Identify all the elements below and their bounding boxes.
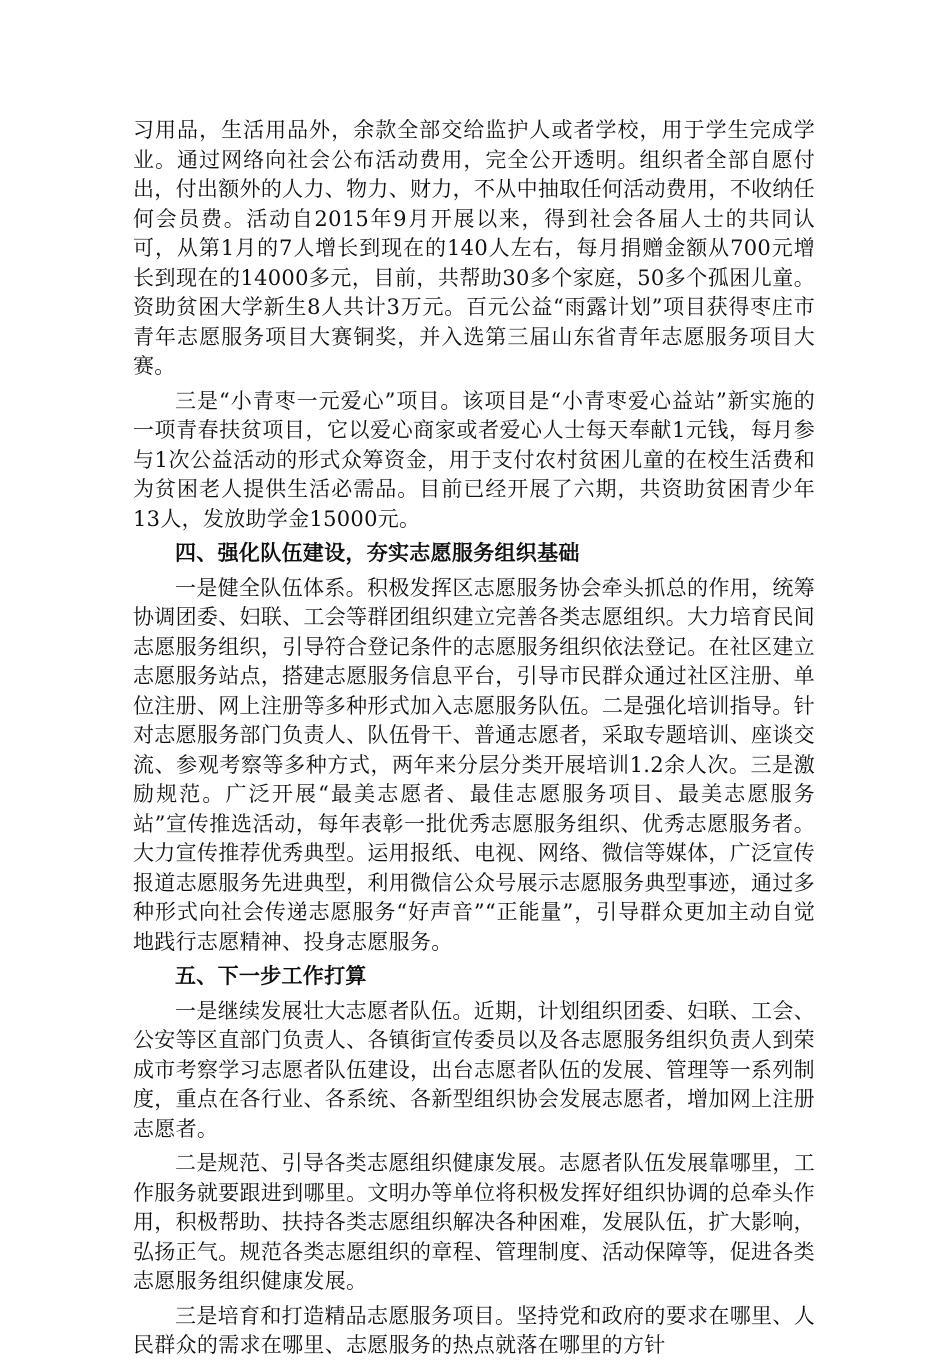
paragraph-continued: 习用品，生活用品外，余款全部交给监护人或者学校，用于学生完成学业。通过网络向社会公布活动费用，完全公开透明。组织者全部自愿付出，付出额外的人力、物力、财力，不从中抽取任何活动费用，不收纳任何会员费。活动自2015年9月开展以来，得到社会各届人士的共同认可，从第1月的7人增长到现在的140人左右，每月捐赠金额从700元增长到现在的14000多元，目前，共帮助30多个家庭，50多个孤困儿童。资助贫困大学新生8人共计3万元。百元公益“雨露计划”项目获得枣庄市青年志愿服务项目大赛铜奖，并入选第三届山东省青年志愿服务项目大赛。 xyxy=(133,118,815,378)
paragraph-plan-1: 一是继续发展壮大志愿者队伍。近期，计划组织团委、妇联、工会、公安等区直部门负责人、各镇街宣传委员以及各志愿服务组织负责人到荣成市考察学习志愿者队伍建设，出台志愿者队伍的发展、管理等一系列制度，重点在各行业、各系统、各新型组织协会发展志愿者，增加网上注册志愿者。 xyxy=(133,998,815,1141)
paragraph-plan-3: 三是培育和打造精品志愿服务项目。坚持党和政府的要求在哪里、人民群众的需求在哪里、志愿服务的热点就落在哪里的方针 xyxy=(133,1303,815,1357)
document-page xyxy=(133,116,815,1366)
paragraph-plan-2: 二是规范、引导各类志愿组织健康发展。志愿者队伍发展靠哪里，工作服务就要跟进到哪里。文明办等单位将积极发挥好组织协调的总牵头作用，积极帮助、扶持各类志愿组织解决各种困难，发展队伍，扩大影响，弘扬正气。规范各类志愿组织的章程、管理制度、活动保障等，促进各类志愿服务组织健康发展。 xyxy=(133,1151,815,1293)
paragraph-xiaoqingzao-project: 三是“小青枣一元爱心”项目。该项目是“小青枣爱心益站”新实施的一项青春扶贫项目，它以爱心商家或者爱心人士每天奉献1元钱，每月参与1次公益活动的形式众筹资金，用于支付农村贫困儿童的在校生活费和为贫困老人提供生活必需品。目前已经开展了六期，共资助贫困青少年13人，发放助学金15000元。 xyxy=(133,388,815,531)
section-heading-5: 五、下一步工作打算 xyxy=(175,964,367,988)
paragraph-team-building: 一是健全队伍体系。积极发挥区志愿服务协会牵头抓总的作用，统筹协调团委、妇联、工会等群团组织建立完善各类志愿组织。大力培育民间志愿服务组织，引导符合登记条件的志愿服务组织依法登记。在社区建立志愿服务站点，搭建志愿服务信息平台，引导市民群众通过社区注册、单位注册、网上注册等多种形式加入志愿服务队伍。二是强化培训指导。针对志愿服务部门负责人、队伍骨干、普通志愿者，采取专题培训、座谈交流、参观考察等多种方式，两年来分层分类开展培训1.2余人次。三是激励规范。广泛开展“最美志愿者、最佳志愿服务项目、最美志愿服务站”宣传推选活动，每年表彰一批优秀志愿服务组织、优秀志愿服务者。大力宣传推荐优秀典型。运用报纸、电视、网络、微信等媒体，广泛宣传报道志愿服务先进典型，利用微信公众号展示志愿服务典型事迹，通过多种形式向社会传递志愿服务“好声音”“正能量”，引导群众更加主动自觉地践行志愿精神、投身志愿服务。 xyxy=(133,575,815,954)
section-heading-4: 四、强化队伍建设，夯实志愿服务组织基础 xyxy=(175,541,580,565)
